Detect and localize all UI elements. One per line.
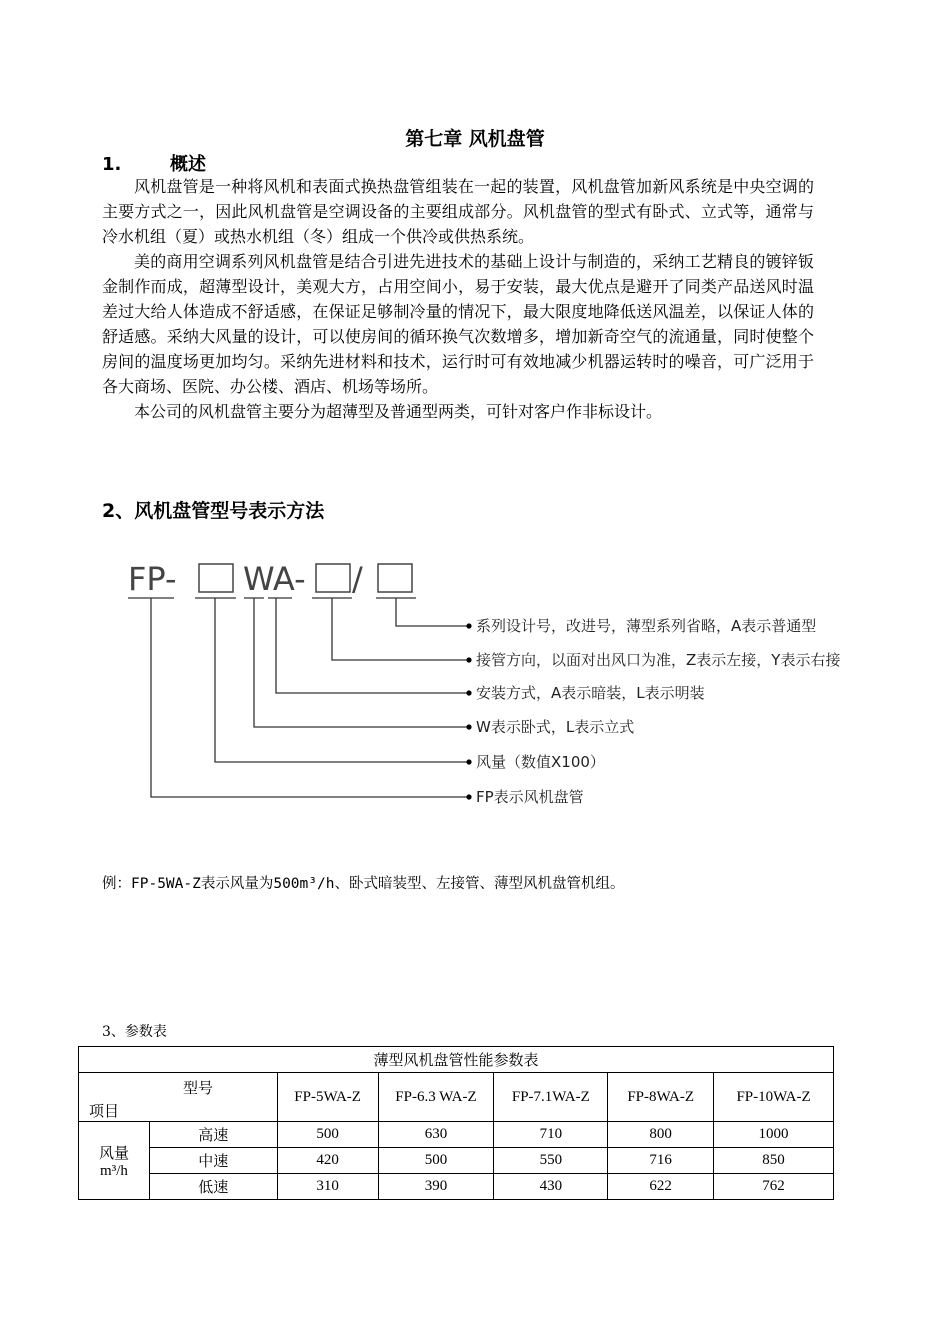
label-airflow: 风量（数值X100） bbox=[476, 753, 605, 771]
code-box-pipe bbox=[316, 564, 350, 592]
value-cell: 850 bbox=[714, 1148, 834, 1174]
value-cell: 630 bbox=[378, 1122, 494, 1148]
label-type: W表示卧式，L表示立式 bbox=[476, 718, 635, 736]
model-header: FP-6.3 WA-Z bbox=[378, 1073, 494, 1122]
section1-body bbox=[102, 174, 814, 424]
value-cell: 500 bbox=[378, 1148, 494, 1174]
paragraph-2: 美的商用空调系列风机盘管是结合引进先进技术的基础上设计与制造的，采纳工艺精良的镀锌钣金制作而成，超薄型设计，美观大方，占用空间小，易于安装，最大优点是避开了同类产品送风时温差过大给人体造成不舒适感，在保证足够制冷量的情况下，最大限度地降低送风温差，以保证人体的舒适感。采纳大风量的设计，可以使房间的循环换气次数增多，增加新奇空气的流通量，同时使整个房间的温度场更加均匀。采纳先进材料和技术，运行时可有效地减少机器运转时的噪音，可广泛用于各大商场、医院、办公楼、酒店、机场等场所。 bbox=[102, 252, 814, 396]
speed-cell: 中速 bbox=[149, 1148, 277, 1174]
example-text: 例：FP-5WA-Z表示风量为500m³/h、卧式暗装型、左接管、薄型风机盘管机组。 bbox=[102, 876, 625, 892]
model-header: FP-10WA-Z bbox=[714, 1073, 834, 1122]
chapter-title: 第七章 风机盘管 bbox=[405, 128, 545, 150]
value-cell: 390 bbox=[378, 1174, 494, 1200]
label-pipe-direction: 接管方向，以面对出风口为准，Z表示左接，Y表示右接 bbox=[476, 651, 841, 669]
header-item-label: 项目 bbox=[89, 1104, 120, 1120]
section1-number: 1. bbox=[102, 154, 122, 175]
value-cell: 710 bbox=[494, 1122, 608, 1148]
table-caption: 薄型风机盘管性能参数表 bbox=[79, 1047, 834, 1073]
value-cell: 1000 bbox=[714, 1122, 834, 1148]
value-cell: 622 bbox=[608, 1174, 714, 1200]
speed-cell: 高速 bbox=[149, 1122, 277, 1148]
label-install: 安装方式，A表示暗装，L表示明装 bbox=[476, 684, 705, 702]
airflow-group-cell bbox=[79, 1122, 150, 1200]
model-code-diagram bbox=[0, 550, 950, 820]
section1-heading bbox=[102, 150, 206, 176]
table-row bbox=[79, 1122, 834, 1148]
section3-heading: 3、参数表 bbox=[102, 1024, 167, 1040]
value-cell: 430 bbox=[494, 1174, 608, 1200]
value-cell: 716 bbox=[608, 1148, 714, 1174]
airflow-group-label: 风量 bbox=[98, 1145, 129, 1162]
value-cell: 500 bbox=[277, 1122, 378, 1148]
value-cell: 420 bbox=[277, 1148, 378, 1174]
paragraph-3: 本公司的风机盘管主要分为超薄型及普通型两类，可针对客户作非标设计。 bbox=[134, 402, 663, 421]
value-cell: 310 bbox=[277, 1174, 378, 1200]
parameter-table bbox=[78, 1046, 834, 1200]
value-cell: 550 bbox=[494, 1148, 608, 1174]
section2-heading: 2、风机盘管型号表示方法 bbox=[102, 500, 325, 522]
paragraph-1: 风机盘管是一种将风机和表面式换热盘管组装在一起的装置，风机盘管加新风系统是中央空调的主要方式之一，因此风机盘管是空调设备的主要组成部分。风机盘管的型式有卧式、立式等，通常与冷水机组（夏）或热水机组（冬）组成一个供冷或供热系统。 bbox=[102, 177, 814, 246]
code-part-fp: FP- bbox=[128, 560, 177, 598]
model-header: FP-5WA-Z bbox=[277, 1073, 378, 1122]
table-caption-row bbox=[79, 1047, 834, 1073]
label-series: 系列设计号，改进号，薄型系列省略，A表示普通型 bbox=[476, 617, 817, 635]
table-row bbox=[79, 1148, 834, 1174]
label-fp: FP表示风机盘管 bbox=[476, 788, 584, 806]
section1-title: 概述 bbox=[170, 154, 206, 175]
code-box-series bbox=[378, 564, 412, 592]
table-header-corner bbox=[79, 1073, 278, 1122]
table-row bbox=[79, 1174, 834, 1200]
speed-cell: 低速 bbox=[149, 1174, 277, 1200]
header-model-label: 型号 bbox=[183, 1081, 214, 1097]
airflow-group-unit: m³/h bbox=[100, 1162, 128, 1179]
code-part-wa: WA- bbox=[243, 560, 306, 598]
code-part-slash: / bbox=[352, 560, 363, 598]
value-cell: 762 bbox=[714, 1174, 834, 1200]
model-header: FP-7.1WA-Z bbox=[494, 1073, 608, 1122]
model-header: FP-8WA-Z bbox=[608, 1073, 714, 1122]
code-box-airflow bbox=[199, 564, 233, 592]
table-header-row bbox=[79, 1073, 834, 1122]
value-cell: 800 bbox=[608, 1122, 714, 1148]
